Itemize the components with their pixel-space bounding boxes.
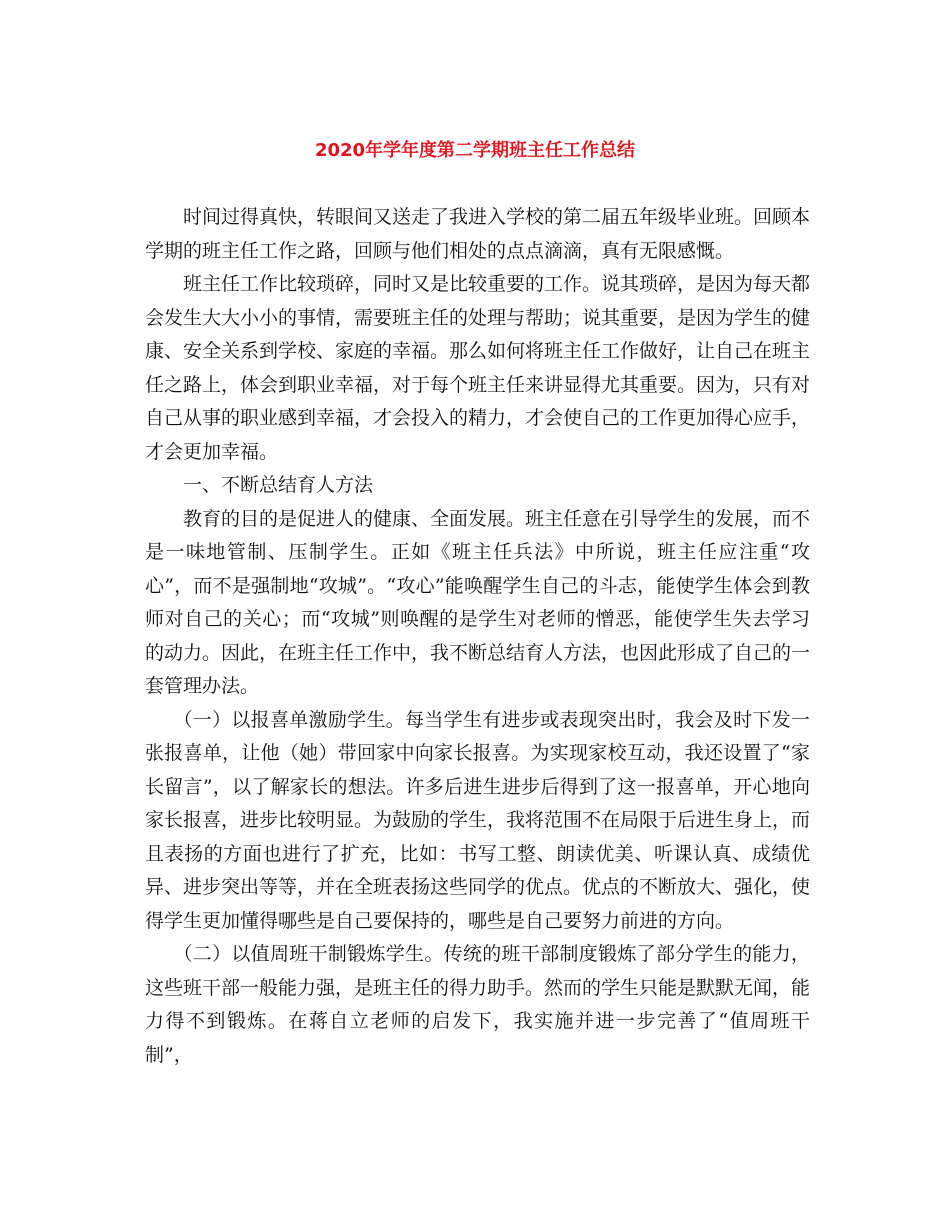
paragraph-education-goal: 教育的目的是促进人的健康、全面发展。班主任意在引导学生的发展，而不是一味地管制、压制学生。正如《班主任兵法》中所说，班主任应注重“攻心”，而不是强制地“攻城”。“攻心”能唤醒学生自己的斗志，能使学生体会到教师对自己的关心；而“攻城”则唤醒的是学生对老师的憎恶，能使学生失去学习的动力。因此，在班主任工作中，我不断总结育人方法，也因此形成了自己的一套管理办法。 xyxy=(145,507,811,697)
paragraph-overview: 班主任工作比较琐碎，同时又是比较重要的工作。说其琐碎，是因为每天都会发生大大小小的事情，需要班主任的处理与帮助；说其重要，是因为学生的健康、安全关系到学校、家庭的幸福。那么如何将班主任工作做好，让自己在班主任之路上，体会到职业幸福，对于每个班主任来讲显得尤其重要。因为，只有对自己从事的职业感到幸福，才会投入的精力，才会使自己的工作更加得心应手，才会更加幸福。 xyxy=(145,273,811,463)
paragraph-method-2: （二）以值周班干制锻炼学生。传统的班干部制度锻炼了部分学生的能力，这些班干部一般能力强，是班主任的得力助手。然而的学生只能是默默无闻，能力得不到锻炼。在蒋自立老师的启发下，我实施并进一步完善了“值周班干制”， xyxy=(145,943,811,1066)
document-title: 2020年学年度第二学期班主任工作总结 xyxy=(314,140,636,161)
document-body xyxy=(145,201,810,1072)
section-heading: 一、不断总结育人方法 xyxy=(183,474,374,496)
paragraph-intro: 时间过得真快，转眼间又送走了我进入学校的第二届五年级毕业班。回顾本学期的班主任工作之路，回顾与他们相处的点点滴滴，真有无限感慨。 xyxy=(145,206,811,262)
paragraph-method-1: （一）以报喜单激励学生。每当学生有进步或表现突出时，我会及时下发一张报喜单，让他（她）带回家中向家长报喜。为实现家校互动，我还设置了“家长留言”，以了解家长的想法。许多后进生进步后得到了这一报喜单，开心地向家长报喜，进步比较明显。为鼓励的学生，我将范围不在局限于后进生身上，而且表扬的方面也进行了扩充，比如：书写工整、朗读优美、听课认真、成绩优异、进步突出等等，并在全班表扬这些同学的优点。优点的不断放大、强化，使得学生更加懂得哪些是自己要保持的，哪些是自己要努力前进的方向。 xyxy=(145,708,811,932)
